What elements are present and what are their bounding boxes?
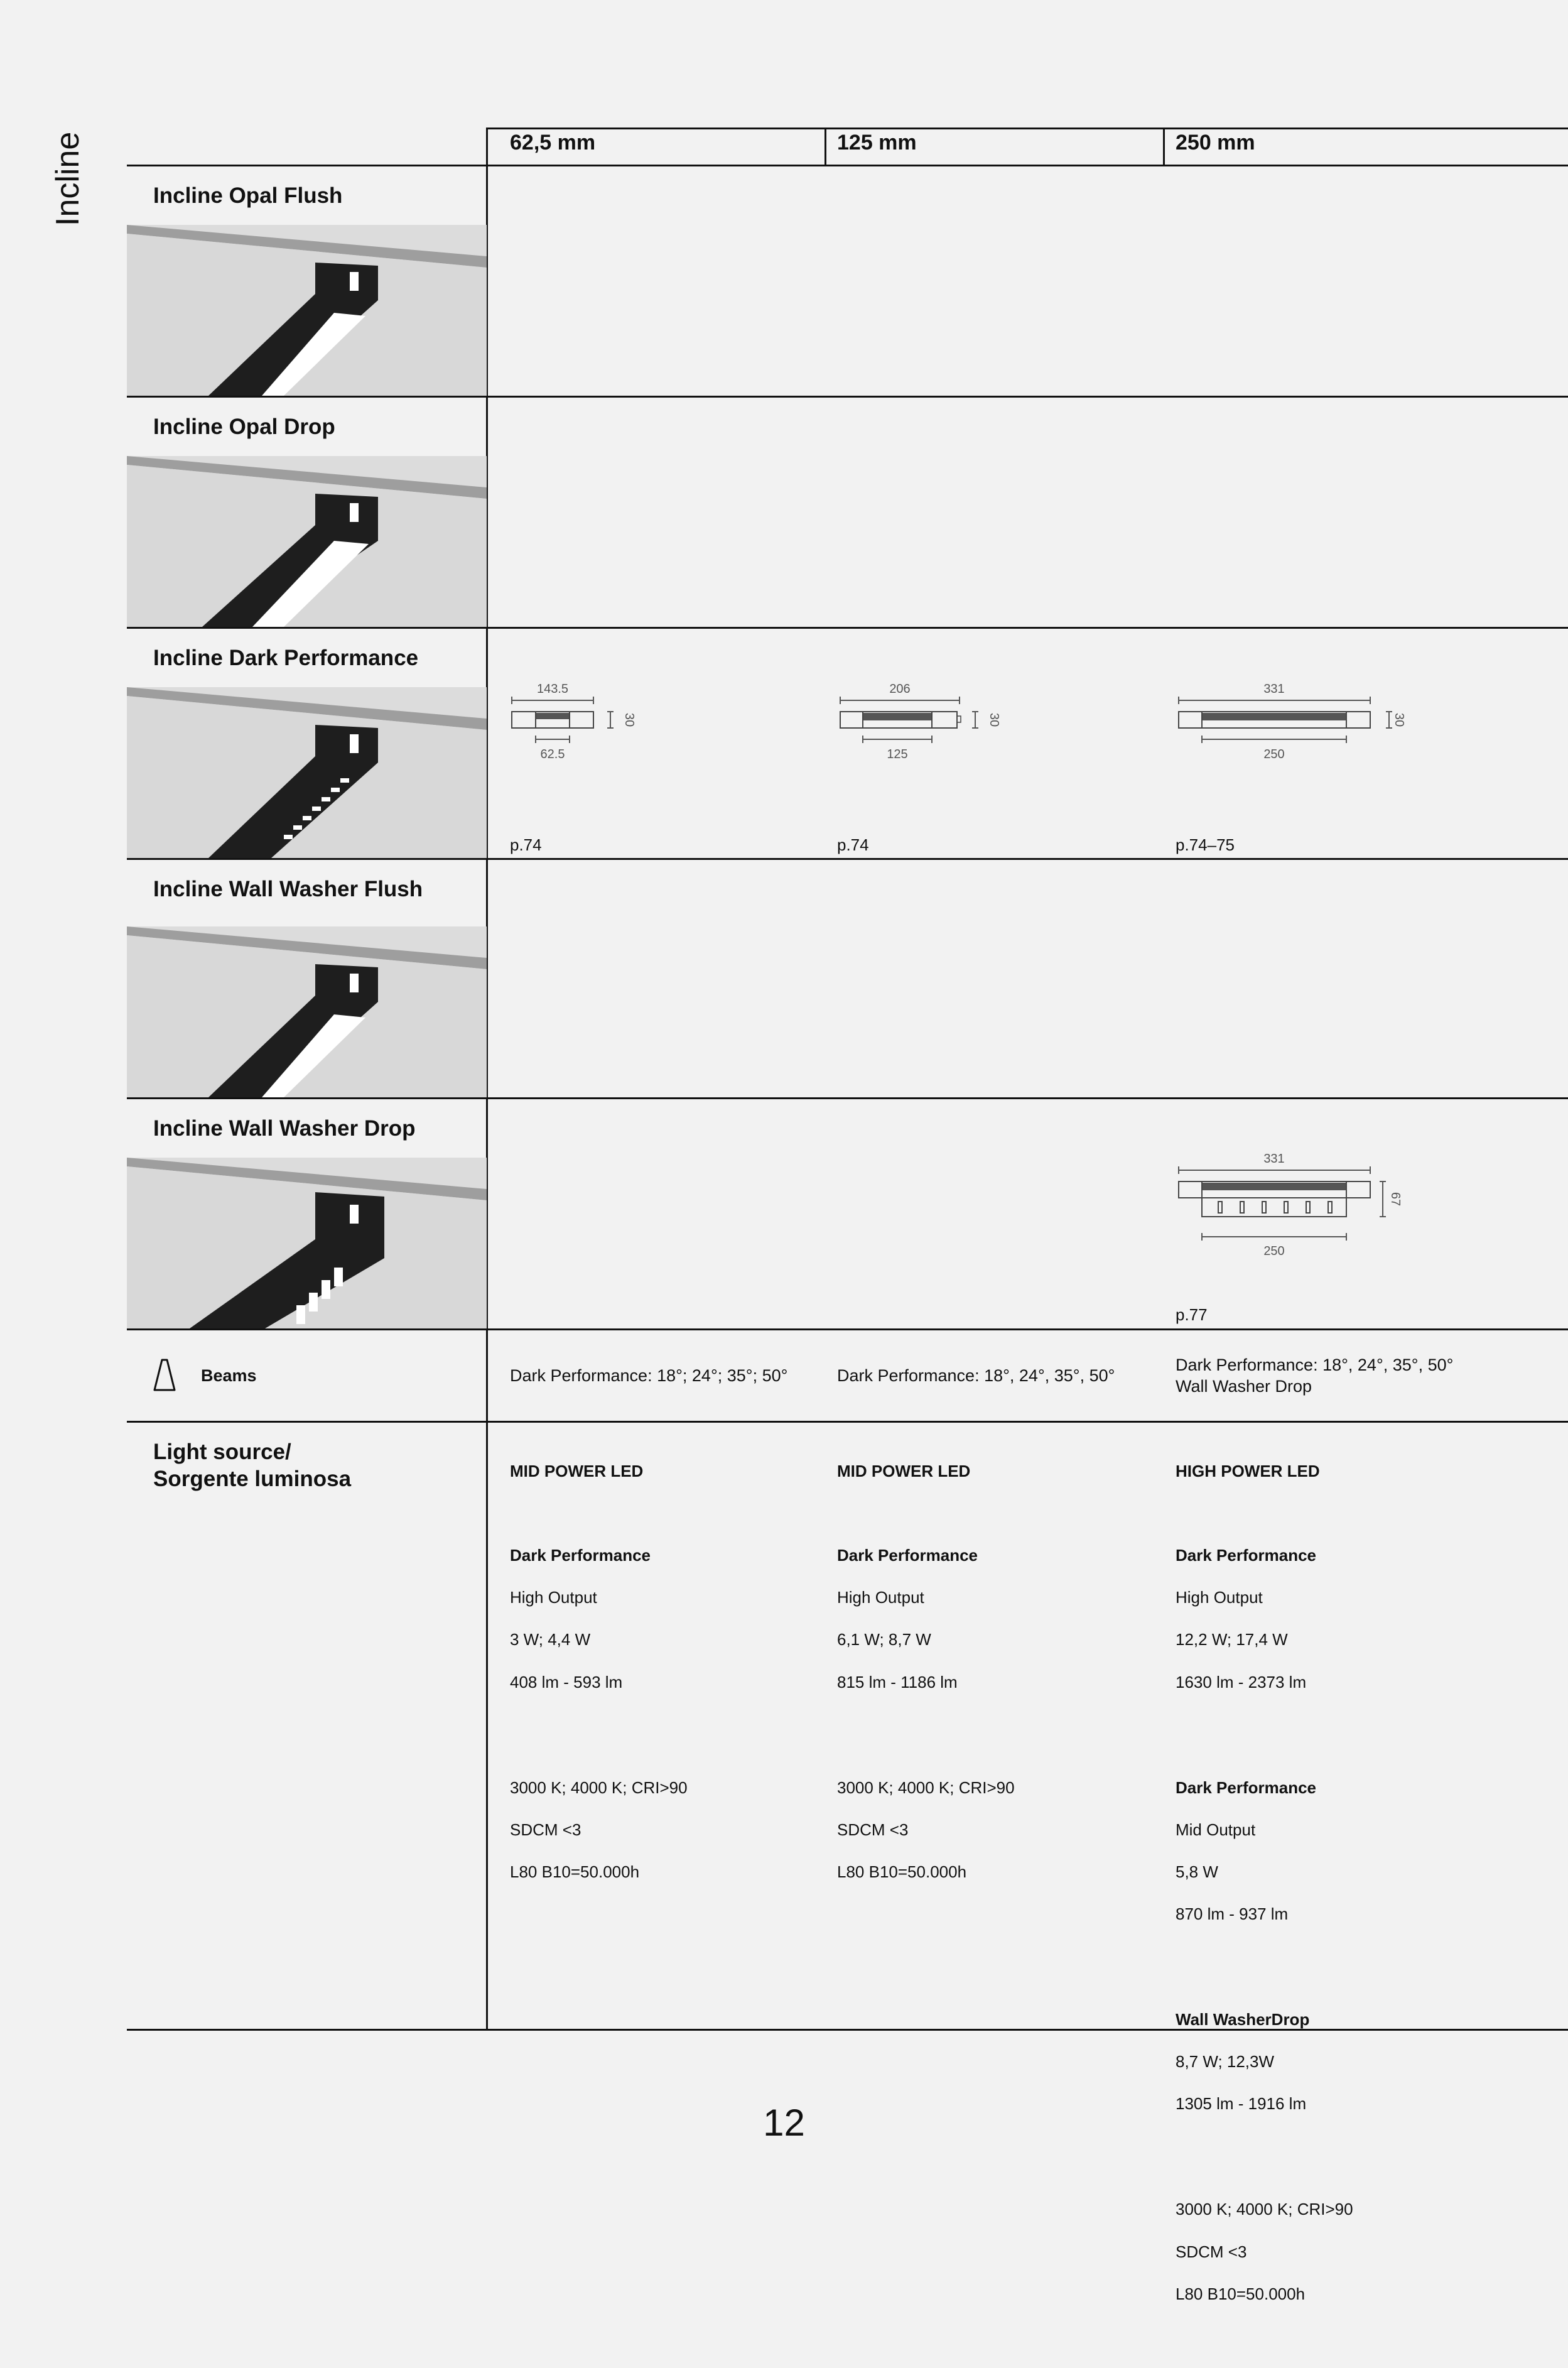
row-rule-5 bbox=[127, 1328, 1568, 1330]
light-source-label-line: Sorgente luminosa bbox=[153, 1467, 352, 1491]
light-source-62-5 bbox=[510, 1440, 688, 1946]
dim-top-label: 143.5 bbox=[536, 682, 569, 696]
spec-line: 1305 lm - 1916 lm bbox=[1176, 2094, 1307, 2114]
beams-value-125 bbox=[837, 1365, 1115, 1386]
spec-block-title: Wall WasherDrop bbox=[1176, 2010, 1310, 2029]
drawing-dark-performance-125 bbox=[837, 682, 1000, 763]
beams-line: Wall Washer Drop bbox=[1176, 1377, 1312, 1396]
row-title-wall-washer-drop: Incline Wall Washer Drop bbox=[153, 1116, 416, 1141]
spec-line: 1630 lm - 2373 lm bbox=[1176, 1672, 1307, 1692]
drawing-wall-washer-drop-250 bbox=[1176, 1151, 1402, 1264]
spec-line: SDCM <3 bbox=[1176, 2242, 1247, 2261]
table-top-rule bbox=[486, 128, 1568, 129]
spec-block-title: Dark Performance bbox=[1176, 1778, 1316, 1797]
spec-line: 12,2 W; 17,4 W bbox=[1176, 1630, 1288, 1649]
spec-line: 870 lm - 937 lm bbox=[1176, 1904, 1289, 1924]
row-title-opal-drop: Incline Opal Drop bbox=[153, 415, 335, 439]
dim-top-label: 206 bbox=[889, 682, 911, 696]
spec-line: SDCM <3 bbox=[837, 1820, 909, 1839]
row-rule-2 bbox=[127, 627, 1568, 629]
led-type: HIGH POWER LED bbox=[1176, 1461, 1320, 1480]
row-title-dark-performance: Incline Dark Performance bbox=[153, 646, 419, 670]
spec-line: L80 B10=50.000h bbox=[1176, 2284, 1306, 2303]
spec-line: High Output bbox=[510, 1588, 597, 1607]
spec-line: 3000 K; 4000 K; CRI>90 bbox=[1176, 2200, 1353, 2219]
header-divider-2 bbox=[1163, 128, 1165, 165]
row-title-wall-washer-flush: Incline Wall Washer Flush bbox=[153, 877, 423, 901]
row-rule-4 bbox=[127, 1097, 1568, 1099]
dim-bottom-label: 250 bbox=[1263, 1244, 1285, 1258]
spec-line: 3000 K; 4000 K; CRI>90 bbox=[837, 1778, 1015, 1797]
spec-line: 3 W; 4,4 W bbox=[510, 1630, 591, 1649]
spec-line: L80 B10=50.000h bbox=[510, 1862, 640, 1881]
column-header-125: 125 mm bbox=[837, 131, 917, 155]
spec-line: 5,8 W bbox=[1176, 1862, 1218, 1881]
spec-line: High Output bbox=[837, 1588, 924, 1607]
section-side-title bbox=[38, 126, 94, 232]
beams-value-62-5 bbox=[510, 1365, 787, 1386]
spec-line: 408 lm - 593 lm bbox=[510, 1672, 623, 1692]
product-photo-opal-flush bbox=[127, 225, 487, 396]
row-rule-1 bbox=[127, 396, 1568, 398]
beams-line: Dark Performance: 18°; 24°; 35°; 50° bbox=[510, 1366, 788, 1385]
dim-bottom-label: 250 bbox=[1263, 747, 1285, 761]
page-ref-wall-washer-drop: p.77 bbox=[1176, 1305, 1208, 1324]
product-photo-wall-washer-flush bbox=[127, 926, 487, 1097]
spec-line: 3000 K; 4000 K; CRI>90 bbox=[510, 1778, 688, 1797]
page-number: 12 bbox=[763, 2102, 805, 2144]
dim-top-label: 331 bbox=[1263, 682, 1285, 696]
light-source-label-line: Light source/ bbox=[153, 1440, 291, 1464]
spec-block-title: Dark Performance bbox=[837, 1545, 978, 1565]
light-source-250 bbox=[1176, 1440, 1353, 2368]
spec-line: 6,1 W; 8,7 W bbox=[837, 1630, 931, 1649]
header-bottom-rule bbox=[127, 165, 1568, 166]
beams-line: Dark Performance: 18°, 24°, 35°, 50° bbox=[837, 1366, 1115, 1385]
light-source-label bbox=[153, 1438, 351, 1492]
spec-line: Mid Output bbox=[1176, 1820, 1256, 1839]
dim-height-label: 30 bbox=[1392, 712, 1406, 727]
column-header-62-5: 62,5 mm bbox=[510, 131, 596, 155]
spec-line: SDCM <3 bbox=[510, 1820, 581, 1839]
product-photo-dark-performance bbox=[127, 687, 487, 858]
section-title: Incline bbox=[50, 131, 86, 226]
header-divider-1 bbox=[825, 128, 826, 165]
page-ref-dark-250: p.74–75 bbox=[1176, 835, 1235, 854]
dim-top-label: 331 bbox=[1263, 1152, 1285, 1166]
beams-label: Beams bbox=[201, 1366, 257, 1385]
dim-bottom-label: 62.5 bbox=[540, 747, 565, 761]
page-ref-dark-62-5: p.74 bbox=[510, 835, 542, 854]
page-ref-dark-125: p.74 bbox=[837, 835, 869, 854]
row-rule-3 bbox=[127, 858, 1568, 860]
spec-block-title: Dark Performance bbox=[1176, 1545, 1316, 1565]
led-type: MID POWER LED bbox=[837, 1461, 971, 1480]
led-type: MID POWER LED bbox=[510, 1461, 644, 1480]
spec-block-title: Dark Performance bbox=[510, 1545, 651, 1565]
drawing-dark-performance-62-5 bbox=[509, 682, 634, 763]
row-rule-6 bbox=[127, 1421, 1568, 1423]
row-title-opal-flush: Incline Opal Flush bbox=[153, 183, 343, 208]
spec-line: L80 B10=50.000h bbox=[837, 1862, 967, 1881]
spec-line: 8,7 W; 12,3W bbox=[1176, 2052, 1275, 2072]
dim-bottom-label: 125 bbox=[887, 747, 908, 761]
dim-height-label: 30 bbox=[622, 712, 636, 727]
spec-line: 815 lm - 1186 lm bbox=[837, 1672, 958, 1692]
light-source-125 bbox=[837, 1440, 1015, 1946]
dim-height-label: 30 bbox=[987, 712, 1001, 727]
beams-value-250 bbox=[1176, 1354, 1453, 1397]
product-photo-wall-washer-drop bbox=[127, 1158, 487, 1328]
product-photo-opal-drop bbox=[127, 456, 487, 627]
column-header-250: 250 mm bbox=[1176, 131, 1255, 155]
drawing-dark-performance-250 bbox=[1176, 682, 1406, 763]
beam-cone-icon bbox=[153, 1359, 176, 1391]
dim-height-label: 67 bbox=[1388, 1192, 1402, 1207]
beams-line: Dark Performance: 18°, 24°, 35°, 50° bbox=[1176, 1355, 1454, 1374]
spec-line: High Output bbox=[1176, 1588, 1263, 1607]
